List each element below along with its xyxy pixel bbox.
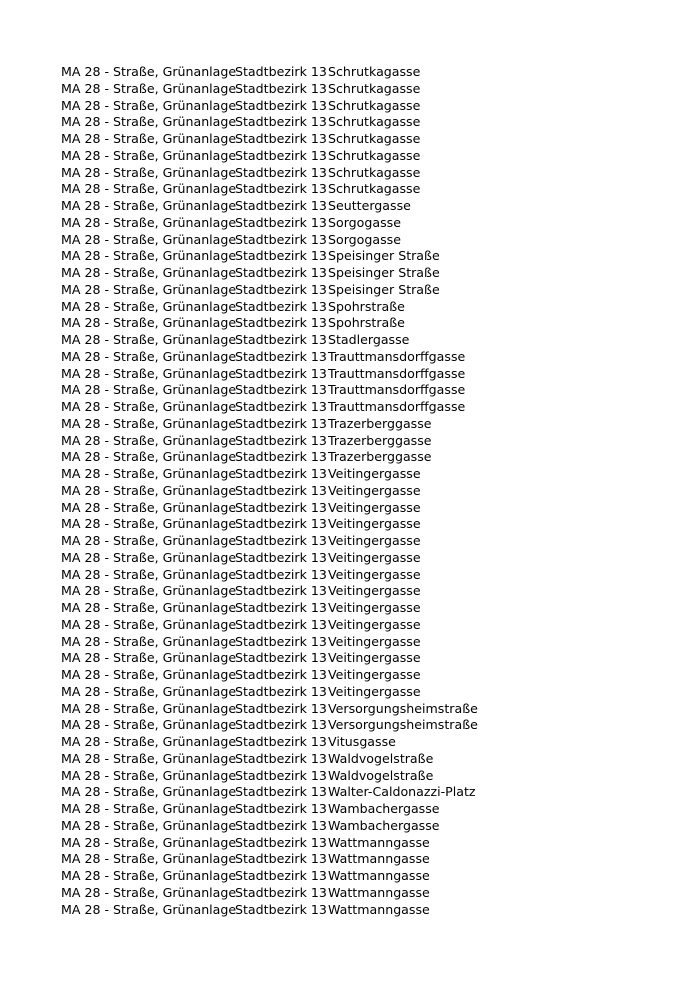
- department-cell: MA 28 - Straße, Grünanlage: [61, 499, 237, 515]
- district-cell: Stadtbezirk 13: [235, 868, 327, 883]
- department-cell: MA 28 - Straße, Grünanlage: [61, 700, 237, 716]
- district-cell: Stadtbezirk 13: [235, 365, 327, 381]
- street-cell: Speisinger Straße: [328, 248, 440, 264]
- department-cell: MA 28 - Straße, Grünanlage: [61, 901, 237, 917]
- department-cell: MA 28 - Straße, Grünanlage: [61, 566, 237, 582]
- department-cell: MA 28 - Straße, Grünanlage: [61, 533, 237, 548]
- department-cell: MA 28 - Straße, Grünanlage: [61, 750, 237, 766]
- department-cell: MA 28 - Straße, Grünanlage: [61, 616, 237, 632]
- district-cell: Stadtbezirk 13: [235, 566, 327, 582]
- district-cell: Stadtbezirk 13: [235, 432, 327, 448]
- district-cell: Stadtbezirk 13: [235, 717, 327, 733]
- department-cell: MA 28 - Straße, Grünanlage: [61, 683, 237, 699]
- department-cell: MA 28 - Straße, Grünanlage: [61, 834, 237, 850]
- department-cell: MA 28 - Straße, Grünanlage: [61, 650, 237, 666]
- department-cell: MA 28 - Straße, Grünanlage: [61, 432, 237, 448]
- department-cell: MA 28 - Straße, Grünanlage: [61, 181, 237, 197]
- district-cell: Stadtbezirk 13: [235, 80, 327, 96]
- district-cell: Stadtbezirk 13: [235, 466, 327, 481]
- department-cell: MA 28 - Straße, Grünanlage: [61, 131, 237, 146]
- street-cell: Schrutkagasse: [328, 114, 421, 130]
- street-cell: Wattmanngasse: [328, 901, 430, 917]
- department-cell: MA 28 - Straße, Grünanlage: [61, 382, 237, 398]
- district-cell: Stadtbezirk 13: [235, 616, 327, 632]
- district-cell: Stadtbezirk 13: [235, 382, 327, 398]
- street-cell: Schrutkagasse: [328, 181, 421, 197]
- district-cell: Stadtbezirk 13: [235, 884, 327, 900]
- district-cell: Stadtbezirk 13: [235, 683, 327, 699]
- department-cell: MA 28 - Straße, Grünanlage: [61, 767, 237, 783]
- department-cell: MA 28 - Straße, Grünanlage: [61, 164, 237, 180]
- department-cell: MA 28 - Straße, Grünanlage: [61, 633, 237, 649]
- department-cell: MA 28 - Straße, Grünanlage: [61, 80, 237, 96]
- district-cell: Stadtbezirk 13: [235, 834, 327, 850]
- street-cell: Veitingergasse: [328, 583, 421, 599]
- department-cell: MA 28 - Straße, Grünanlage: [61, 281, 237, 297]
- department-cell: MA 28 - Straße, Grünanlage: [61, 851, 237, 867]
- department-cell: MA 28 - Straße, Grünanlage: [61, 600, 237, 615]
- street-cell: Veitingergasse: [328, 466, 421, 481]
- district-cell: Stadtbezirk 13: [235, 499, 327, 515]
- district-cell: Stadtbezirk 13: [235, 650, 327, 666]
- district-cell: Stadtbezirk 13: [235, 114, 327, 130]
- district-cell: Stadtbezirk 13: [235, 600, 327, 615]
- district-cell: Stadtbezirk 13: [235, 332, 327, 347]
- department-cell: MA 28 - Straße, Grünanlage: [61, 147, 237, 163]
- street-cell: Veitingergasse: [328, 667, 421, 682]
- district-cell: Stadtbezirk 13: [235, 482, 327, 498]
- street-cell: Seuttergasse: [328, 198, 411, 213]
- department-cell: MA 28 - Straße, Grünanlage: [61, 298, 237, 314]
- department-cell: MA 28 - Straße, Grünanlage: [61, 449, 237, 465]
- district-cell: Stadtbezirk 13: [235, 164, 327, 180]
- district-cell: Stadtbezirk 13: [235, 583, 327, 599]
- street-cell: Spohrstraße: [328, 315, 405, 331]
- street-cell: Sorgogasse: [328, 231, 401, 247]
- district-cell: Stadtbezirk 13: [235, 399, 327, 414]
- department-cell: MA 28 - Straße, Grünanlage: [61, 114, 237, 130]
- street-cell: Schrutkagasse: [328, 80, 421, 96]
- street-cell: Veitingergasse: [328, 650, 421, 666]
- department-cell: MA 28 - Straße, Grünanlage: [61, 399, 237, 414]
- street-cell: Schrutkagasse: [328, 64, 421, 79]
- street-cell: Wattmanngasse: [328, 834, 430, 850]
- street-cell: Trauttmansdorffgasse: [328, 365, 466, 381]
- street-cell: Veitingergasse: [328, 549, 421, 565]
- street-cell: Trauttmansdorffgasse: [328, 382, 466, 398]
- street-cell: Schrutkagasse: [328, 164, 421, 180]
- department-cell: MA 28 - Straße, Grünanlage: [61, 817, 237, 833]
- district-cell: Stadtbezirk 13: [235, 147, 327, 163]
- district-cell: Stadtbezirk 13: [235, 449, 327, 465]
- district-cell: Stadtbezirk 13: [235, 214, 327, 230]
- district-cell: Stadtbezirk 13: [235, 533, 327, 548]
- district-cell: Stadtbezirk 13: [235, 700, 327, 716]
- street-cell: Spohrstraße: [328, 298, 405, 314]
- street-cell: Schrutkagasse: [328, 131, 421, 146]
- district-cell: Stadtbezirk 13: [235, 784, 327, 800]
- street-cell: Wattmanngasse: [328, 851, 430, 867]
- district-cell: Stadtbezirk 13: [235, 64, 327, 79]
- department-cell: MA 28 - Straße, Grünanlage: [61, 549, 237, 565]
- street-cell: Wambachergasse: [328, 817, 440, 833]
- department-cell: MA 28 - Straße, Grünanlage: [61, 365, 237, 381]
- district-cell: Stadtbezirk 13: [235, 901, 327, 917]
- department-cell: MA 28 - Straße, Grünanlage: [61, 315, 237, 331]
- district-cell: Stadtbezirk 13: [235, 298, 327, 314]
- district-cell: Stadtbezirk 13: [235, 131, 327, 146]
- street-cell: Veitingergasse: [328, 566, 421, 582]
- department-cell: MA 28 - Straße, Grünanlage: [61, 198, 237, 213]
- street-cell: Waldvogelstraße: [328, 767, 434, 783]
- district-cell: Stadtbezirk 13: [235, 181, 327, 197]
- district-cell: Stadtbezirk 13: [235, 851, 327, 867]
- street-cell: Veitingergasse: [328, 633, 421, 649]
- department-cell: MA 28 - Straße, Grünanlage: [61, 482, 237, 498]
- district-cell: Stadtbezirk 13: [235, 315, 327, 331]
- district-cell: Stadtbezirk 13: [235, 817, 327, 833]
- street-cell: Veitingergasse: [328, 616, 421, 632]
- district-cell: Stadtbezirk 13: [235, 734, 327, 749]
- district-cell: Stadtbezirk 13: [235, 281, 327, 297]
- department-cell: MA 28 - Straße, Grünanlage: [61, 734, 237, 749]
- street-cell: Trazerberggasse: [328, 415, 432, 431]
- department-cell: MA 28 - Straße, Grünanlage: [61, 415, 237, 431]
- department-cell: MA 28 - Straße, Grünanlage: [61, 348, 237, 364]
- district-cell: Stadtbezirk 13: [235, 549, 327, 565]
- street-cell: Wambachergasse: [328, 801, 440, 816]
- department-cell: MA 28 - Straße, Grünanlage: [61, 667, 237, 682]
- department-cell: MA 28 - Straße, Grünanlage: [61, 265, 237, 280]
- district-cell: Stadtbezirk 13: [235, 97, 327, 113]
- department-cell: MA 28 - Straße, Grünanlage: [61, 717, 237, 733]
- street-cell: Versorgungsheimstraße: [328, 717, 478, 733]
- department-cell: MA 28 - Straße, Grünanlage: [61, 248, 237, 264]
- district-cell: Stadtbezirk 13: [235, 667, 327, 682]
- district-cell: Stadtbezirk 13: [235, 231, 327, 247]
- street-cell: Schrutkagasse: [328, 97, 421, 113]
- department-cell: MA 28 - Straße, Grünanlage: [61, 801, 237, 816]
- district-cell: Stadtbezirk 13: [235, 750, 327, 766]
- street-cell: Veitingergasse: [328, 600, 421, 615]
- department-cell: MA 28 - Straße, Grünanlage: [61, 214, 237, 230]
- department-cell: MA 28 - Straße, Grünanlage: [61, 231, 237, 247]
- district-cell: Stadtbezirk 13: [235, 767, 327, 783]
- street-cell: Wattmanngasse: [328, 884, 430, 900]
- street-cell: Stadlergasse: [328, 332, 410, 347]
- district-cell: Stadtbezirk 13: [235, 265, 327, 280]
- street-cell: Veitingergasse: [328, 482, 421, 498]
- department-cell: MA 28 - Straße, Grünanlage: [61, 868, 237, 883]
- street-cell: Veitingergasse: [328, 533, 421, 548]
- street-cell: Vitusgasse: [328, 734, 396, 749]
- department-cell: MA 28 - Straße, Grünanlage: [61, 583, 237, 599]
- district-cell: Stadtbezirk 13: [235, 248, 327, 264]
- department-cell: MA 28 - Straße, Grünanlage: [61, 466, 237, 481]
- street-cell: Trauttmansdorffgasse: [328, 348, 466, 364]
- district-cell: Stadtbezirk 13: [235, 633, 327, 649]
- street-cell: Waldvogelstraße: [328, 750, 434, 766]
- street-cell: Schrutkagasse: [328, 147, 421, 163]
- street-cell: Walter-Caldonazzi-Platz: [328, 784, 476, 800]
- district-cell: Stadtbezirk 13: [235, 415, 327, 431]
- street-cell: Sorgogasse: [328, 214, 401, 230]
- street-cell: Veitingergasse: [328, 683, 421, 699]
- street-cell: Veitingergasse: [328, 499, 421, 515]
- department-cell: MA 28 - Straße, Grünanlage: [61, 97, 237, 113]
- street-cell: Speisinger Straße: [328, 281, 440, 297]
- department-cell: MA 28 - Straße, Grünanlage: [61, 884, 237, 900]
- district-cell: Stadtbezirk 13: [235, 801, 327, 816]
- department-cell: MA 28 - Straße, Grünanlage: [61, 516, 237, 532]
- street-cell: Trazerberggasse: [328, 449, 432, 465]
- district-cell: Stadtbezirk 13: [235, 348, 327, 364]
- street-cell: Veitingergasse: [328, 516, 421, 532]
- street-cell: Wattmanngasse: [328, 868, 430, 883]
- street-cell: Versorgungsheimstraße: [328, 700, 478, 716]
- district-cell: Stadtbezirk 13: [235, 516, 327, 532]
- street-cell: Trazerberggasse: [328, 432, 432, 448]
- street-cell: Speisinger Straße: [328, 265, 440, 280]
- department-cell: MA 28 - Straße, Grünanlage: [61, 332, 237, 347]
- department-cell: MA 28 - Straße, Grünanlage: [61, 64, 237, 79]
- street-cell: Trauttmansdorffgasse: [328, 399, 466, 414]
- department-cell: MA 28 - Straße, Grünanlage: [61, 784, 237, 800]
- district-cell: Stadtbezirk 13: [235, 198, 327, 213]
